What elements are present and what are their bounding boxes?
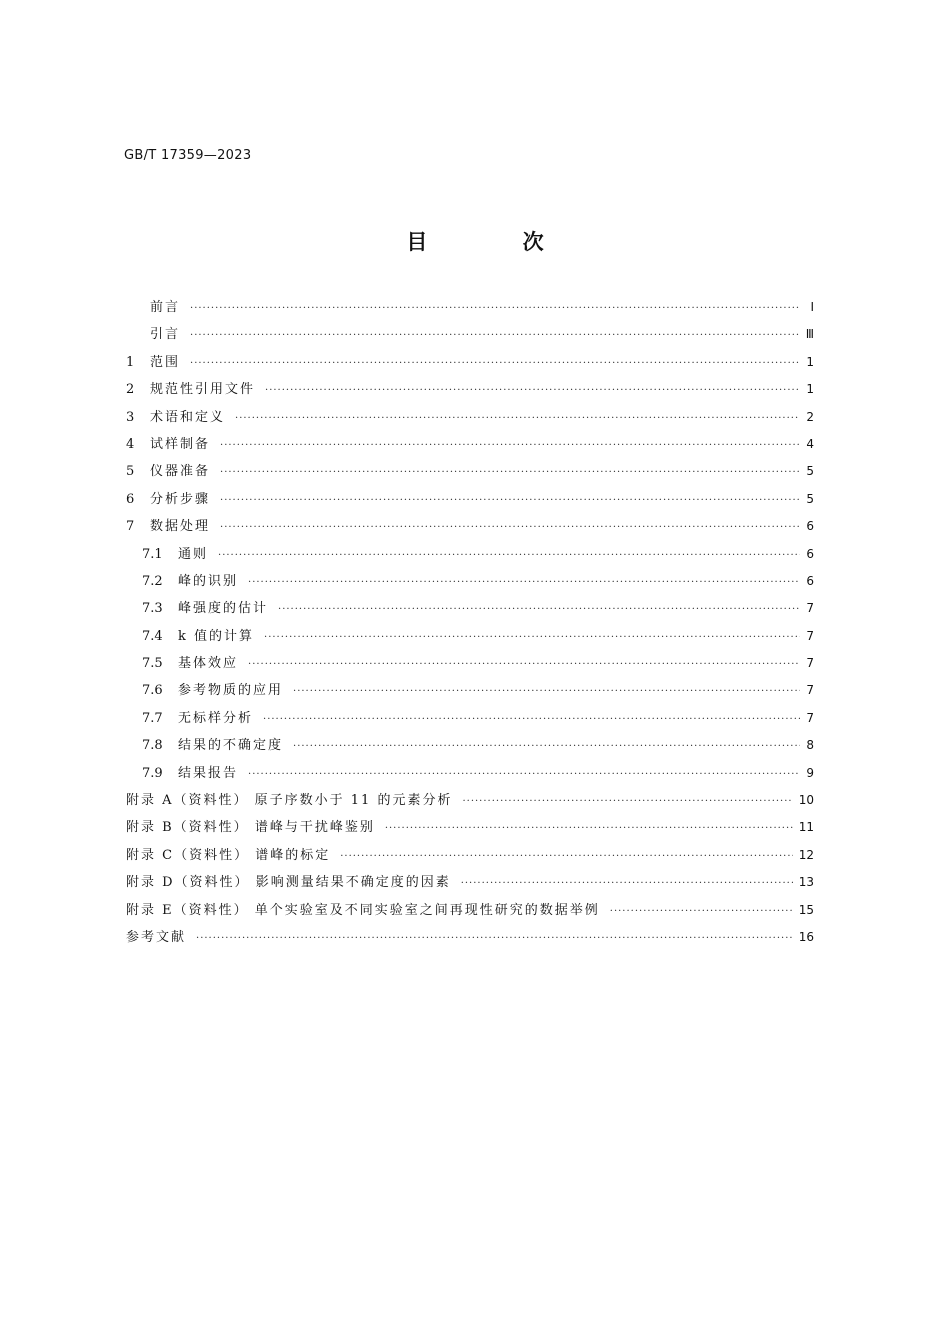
toc-entry-label: 无标样分析 <box>178 710 254 726</box>
toc-entry-page: 13 <box>798 875 814 890</box>
dot-leader <box>190 295 800 322</box>
dot-leader <box>265 377 800 404</box>
toc-entry-label: 附录 C（资料性） 谱峰的标定 <box>126 847 331 863</box>
toc-entry-label: 试样制备 <box>150 436 211 452</box>
toc-entry[interactable] <box>126 404 814 431</box>
toc-entry[interactable] <box>126 431 814 458</box>
dot-leader <box>264 624 800 651</box>
dot-leader <box>248 569 800 596</box>
dot-leader <box>190 322 800 349</box>
dot-leader <box>248 761 800 788</box>
dot-leader <box>462 788 792 815</box>
dot-leader <box>235 405 800 432</box>
dot-leader <box>220 514 800 541</box>
toc-entry-label: 通则 <box>178 546 209 562</box>
toc-entry-page: Ⅲ <box>805 327 814 342</box>
toc-entry-number: 6 <box>126 491 135 507</box>
toc-subentry[interactable] <box>126 732 814 759</box>
toc-entry[interactable] <box>126 349 814 376</box>
toc-entry-number: 7.7 <box>142 710 163 726</box>
toc-entry-label: 峰强度的估计 <box>178 601 269 617</box>
toc-entry-page: 11 <box>798 820 814 835</box>
standard-id: GB/T 17359—2023 <box>124 148 252 163</box>
toc-appendix-entry[interactable] <box>126 787 814 814</box>
toc-entry-page: 4 <box>806 436 814 451</box>
toc-entry-page: 7 <box>806 710 814 725</box>
toc-entry-label: 规范性引用文件 <box>150 382 256 398</box>
toc-entry-label: 仪器准备 <box>150 464 211 480</box>
toc-entry-page: 5 <box>806 491 814 506</box>
toc-entry-number: 7 <box>126 519 135 535</box>
toc-entry-page: 2 <box>806 409 814 424</box>
toc-entry-page: 8 <box>806 738 814 753</box>
toc-entry-number: 1 <box>126 354 135 370</box>
toc-entry-label: 前言 <box>150 300 181 315</box>
toc-entry-number: 2 <box>126 382 135 398</box>
toc-appendix-entry[interactable] <box>126 897 814 924</box>
toc-entry-label: 基体效应 <box>178 656 239 672</box>
toc-subentry[interactable] <box>126 705 814 732</box>
dot-leader <box>340 843 793 870</box>
toc-entry-number: 4 <box>126 436 135 452</box>
toc-subentry[interactable] <box>126 760 814 787</box>
dot-leader <box>190 350 800 377</box>
toc-subentry[interactable] <box>126 568 814 595</box>
toc-entry[interactable] <box>126 294 814 321</box>
toc-entry-page: 12 <box>798 847 814 862</box>
toc-entry-page: 9 <box>806 765 814 780</box>
dot-leader <box>220 487 800 514</box>
dot-leader <box>220 432 800 459</box>
toc-entry-number: 7.5 <box>142 656 163 672</box>
toc-entry-page: 5 <box>806 464 814 479</box>
toc-entry-label: 结果报告 <box>178 765 239 781</box>
toc-entry-number: 7.9 <box>142 765 163 781</box>
toc-entry-page: 1 <box>806 382 814 397</box>
toc-entry-label: k 值的计算 <box>178 628 255 644</box>
toc-entry-page: 7 <box>806 656 814 671</box>
dot-leader <box>196 925 793 952</box>
toc-entry-label: 参考物质的应用 <box>178 683 284 699</box>
toc-subentry[interactable] <box>126 677 814 704</box>
dot-leader <box>263 706 800 733</box>
toc-entry-page: 7 <box>806 628 814 643</box>
toc-entry-number: 7.4 <box>142 628 163 644</box>
toc-entry-label: 附录 A（资料性） 原子序数小于 11 的元素分析 <box>126 793 453 809</box>
dot-leader <box>293 733 800 760</box>
toc-entry-label: 结果的不确定度 <box>178 738 284 754</box>
toc-entry[interactable] <box>126 924 814 951</box>
toc-appendix-entry[interactable] <box>126 814 814 841</box>
dot-leader <box>610 898 793 925</box>
toc-entry-label: 范围 <box>150 354 181 370</box>
toc-entry-number: 3 <box>126 409 135 425</box>
toc-entry-page: 7 <box>806 683 814 698</box>
dot-leader <box>278 596 800 623</box>
toc-subentry[interactable] <box>126 650 814 677</box>
toc-entry-label: 峰的识别 <box>178 573 239 589</box>
toc-entry-label: 数据处理 <box>150 519 211 535</box>
dot-leader <box>218 542 800 569</box>
toc-entry-page: 6 <box>806 573 814 588</box>
toc-entry[interactable] <box>126 376 814 403</box>
toc-entry-number: 7.3 <box>142 601 163 617</box>
toc-entry[interactable] <box>126 513 814 540</box>
toc-entry-number: 7.6 <box>142 683 163 699</box>
toc-entry[interactable] <box>126 458 814 485</box>
toc-subentry[interactable] <box>126 595 814 622</box>
toc-entry-label: 附录 D（资料性） 影响测量结果不确定度的因素 <box>126 875 451 891</box>
toc-entry-page: 10 <box>798 793 814 808</box>
toc-entry-page: 15 <box>798 902 814 917</box>
toc-entry-number: 7.1 <box>142 546 163 562</box>
toc-subentry[interactable] <box>126 623 814 650</box>
toc-entry-label: 附录 E（资料性） 单个实验室及不同实验室之间再现性研究的数据举例 <box>126 902 600 918</box>
toc-entry-number: 5 <box>126 464 135 480</box>
toc-subentry[interactable] <box>126 541 814 568</box>
toc-entry-page: 6 <box>806 519 814 534</box>
table-of-contents <box>126 294 814 951</box>
toc-entry[interactable] <box>126 321 814 348</box>
toc-entry-label: 引言 <box>150 327 181 343</box>
toc-entry-label: 参考文献 <box>126 929 187 945</box>
toc-entry-page: 6 <box>806 546 814 561</box>
toc-appendix-entry[interactable] <box>126 842 814 869</box>
toc-entry-number: 7.8 <box>142 738 163 754</box>
toc-entry-page: 1 <box>806 354 814 369</box>
toc-entry-page: Ⅰ <box>810 300 814 314</box>
toc-entry-number: 7.2 <box>142 573 163 589</box>
toc-entry-label: 术语和定义 <box>150 409 226 425</box>
toc-entry-page: 16 <box>798 929 814 944</box>
dot-leader <box>220 459 800 486</box>
dot-leader <box>385 815 793 842</box>
toc-title: 目 次 <box>406 230 588 254</box>
toc-entry-page: 7 <box>806 601 814 616</box>
dot-leader <box>461 870 793 897</box>
toc-entry-label: 附录 B（资料性） 谱峰与干扰峰鉴别 <box>126 820 375 836</box>
dot-leader <box>248 651 800 678</box>
toc-entry-label: 分析步骤 <box>150 491 211 507</box>
toc-entry[interactable] <box>126 486 814 513</box>
dot-leader <box>293 678 800 705</box>
toc-appendix-entry[interactable] <box>126 869 814 896</box>
